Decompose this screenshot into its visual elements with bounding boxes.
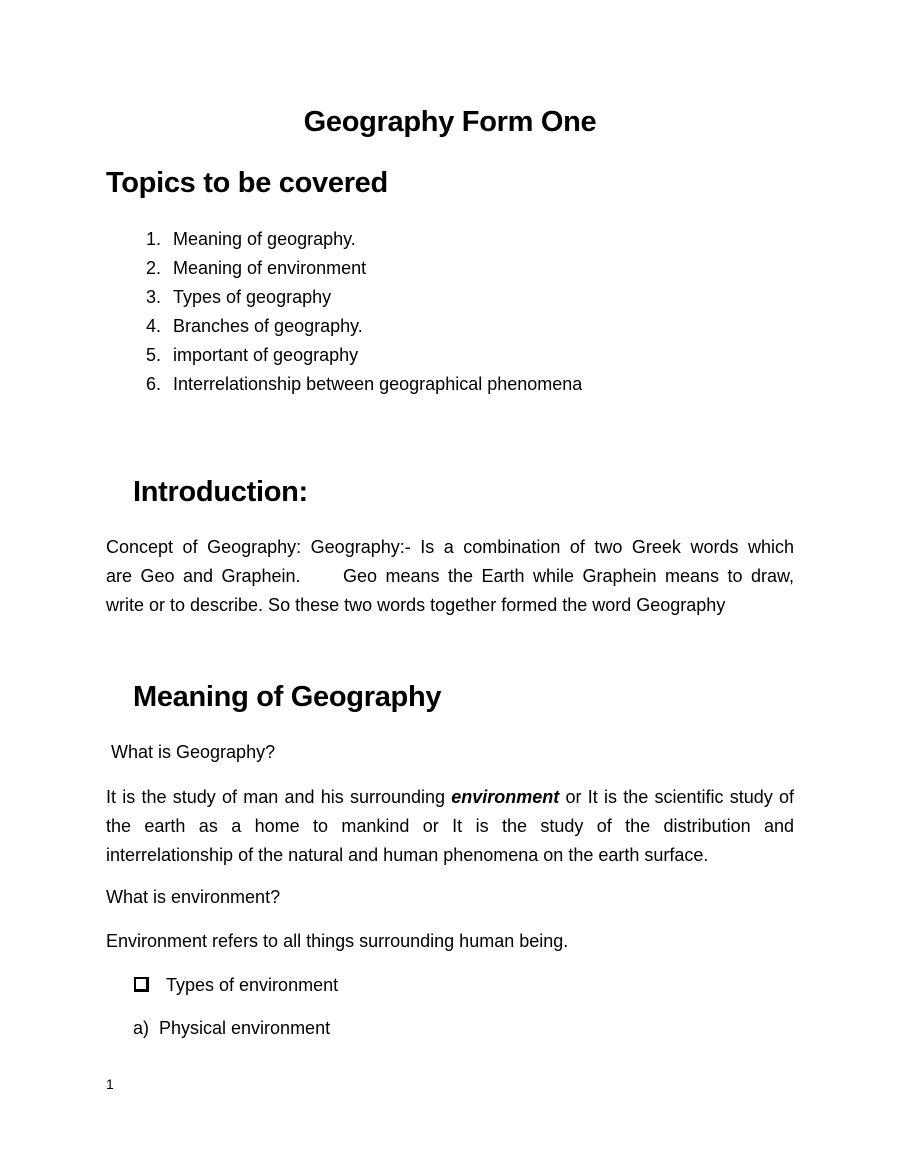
list-text: Types of geography	[173, 287, 332, 307]
list-text: Meaning of geography.	[173, 229, 356, 249]
geography-definition	[106, 783, 794, 870]
meaning-heading: Meaning of Geography	[133, 681, 442, 713]
list-item	[146, 229, 356, 250]
list-item	[146, 374, 582, 395]
introduction-paragraph	[106, 533, 794, 620]
paragraph-line	[106, 562, 794, 591]
paragraph-line-text: are Geo and Graphein. Geo means the Earth while Graphein means to draw,	[106, 566, 794, 586]
list-item	[146, 287, 331, 308]
list-number: 2.	[146, 258, 162, 278]
list-text: Interrelationship between geographical phenomena	[173, 374, 583, 394]
list-item	[146, 258, 366, 279]
what-is-geography-question: What is Geography?	[106, 742, 276, 762]
list-number: 6.	[146, 374, 162, 394]
list-number: 4.	[146, 316, 162, 336]
what-is-environment-question: What is environment?	[106, 887, 281, 907]
topics-heading: Topics to be covered	[106, 167, 388, 199]
page-number: 1	[106, 1076, 114, 1092]
list-number: 1.	[146, 229, 162, 249]
paragraph-line: write or to describe. So these two words together formed the word Geography	[106, 595, 726, 615]
sub-item-label: a)	[133, 1018, 150, 1038]
list-text: important of geography	[173, 345, 359, 365]
checkbox-bullet-icon	[134, 977, 149, 992]
environment-definition: Environment refers to all things surrounding human being.	[106, 931, 569, 951]
sub-item	[133, 1018, 330, 1039]
definition-text: or It is the scientific study of the earth as a home to mankind or It is the study of the distribution and interrelationship of the natural and human phenomena on the earth surface.	[106, 787, 794, 865]
definition-emphasis: environment	[451, 787, 560, 807]
list-text: Meaning of environment	[173, 258, 367, 278]
sub-item-text: Physical environment	[159, 1018, 331, 1038]
document-title: Geography Form One	[303, 106, 597, 138]
list-text: Branches of geography.	[173, 316, 363, 336]
list-item	[146, 316, 363, 337]
list-item	[146, 345, 358, 366]
definition-text: It is the study of man and his surrounding	[106, 787, 452, 807]
bullet-text: Types of environment	[166, 975, 339, 995]
paragraph-line: Concept of Geography: Geography:- Is a combination of two Greek words which	[106, 537, 794, 557]
list-number: 3.	[146, 287, 162, 307]
introduction-heading: Introduction:	[133, 476, 308, 508]
bullet-item	[134, 975, 338, 996]
list-number: 5.	[146, 345, 162, 365]
